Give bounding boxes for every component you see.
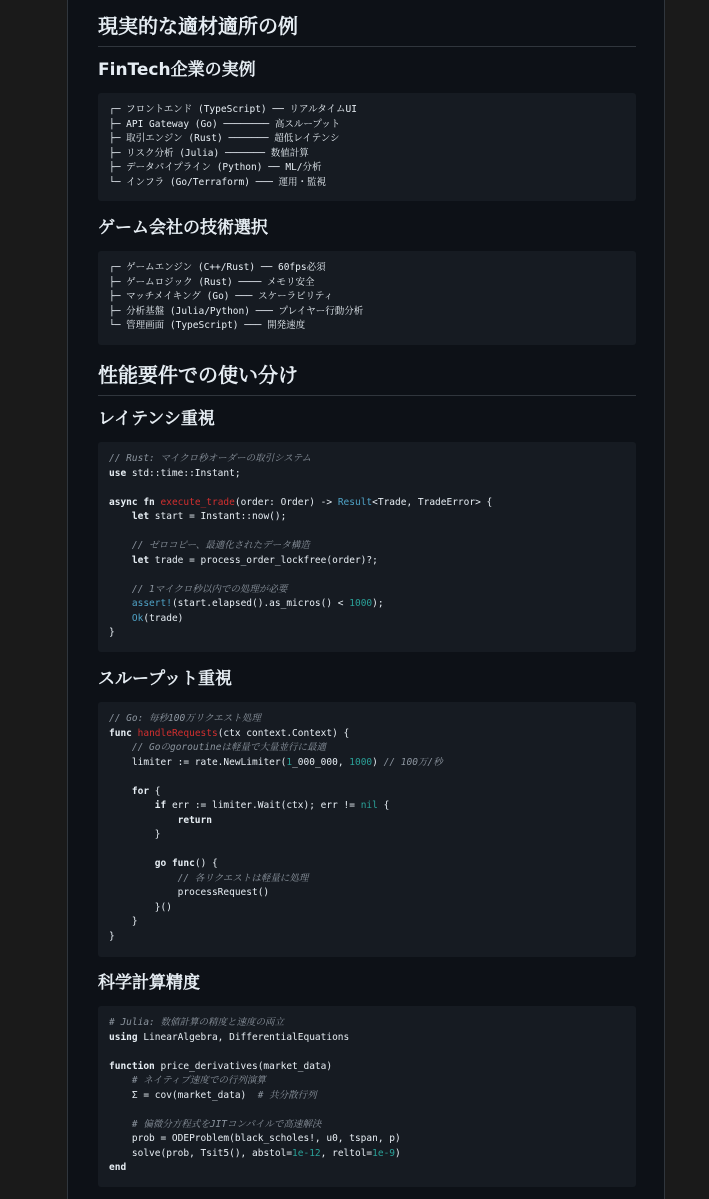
code-comment: // 1マイクロ秒以内での処理が必要 [131, 583, 288, 595]
heading-fintech: FinTech企業の実例 [98, 60, 256, 80]
game-tree-line: ├─ ゲームロジック (Rust) ──── メモリ安全 [109, 276, 315, 288]
game-tree-line: ├─ 分析基盤 (Julia/Python) ─── プレイヤー行動分析 [109, 305, 364, 317]
game-tree-line: ├─ マッチメイキング (Go) ─── スケーラビリティ [109, 291, 334, 302]
code-comment: # Julia: 数値計算の精度と速度の両立 [109, 1017, 284, 1028]
fintech-tree-line: ├─ リスク分析 (Julia) ─────── 数値計算 [109, 147, 309, 159]
fintech-tree-line: ├─ 取引エンジン (Rust) ─────── 超低レイテンシ [109, 133, 340, 144]
code-comment: // 各リクエストは軽量に処理 [177, 872, 309, 884]
document-page [67, 0, 665, 1199]
heading-performance: 性能要件での使い分け [98, 361, 636, 396]
heading-latency: レイテンシ重視 [98, 409, 215, 429]
function-name: execute_trade [160, 496, 235, 508]
code-comment: # ネイティブ速度での行列演算 [131, 1075, 266, 1086]
code-comment: // ゼロコピー、最適化されたデータ構造 [131, 540, 310, 551]
heading-game-company: ゲーム会社の技術選択 [98, 218, 268, 238]
code-comment: // Goのgoroutineは軽量で大量並行に最適 [131, 742, 326, 753]
fintech-tree-line: ├─ データパイプライン (Python) ── ML/分析 [109, 162, 322, 173]
code-comment: // Rust: マイクロ秒オーダーの取引システム [109, 453, 312, 464]
heading-throughput: スループット重視 [98, 669, 232, 689]
go-code-block: // Go: 毎秒100万リクエスト処理 func handleRequests(ctx context.Context) { // Goのgoroutineは軽量で大量並行に最適 limiter := rate.NewLimiter(1_000_000, 1000) // 100万/秒 for { if err := limiter.Wait(ctx); err != nil { return } go func() { // 各リクエストは軽量に処理 processRequest() }() } } [98, 702, 636, 957]
code-comment: # 偏微分方程式をJITコンパイルで高速解決 [131, 1118, 322, 1130]
fintech-tree-block [98, 93, 636, 201]
code-comment: // Go: 毎秒100万リクエスト処理 [109, 713, 261, 724]
julia-code-block: # Julia: 数値計算の精度と速度の両立 using LinearAlgebra, DifferentialEquations function price_derivatives(market_data) # ネイティブ速度での行列演算 Σ = cov(market_data) # 共分散行列 # 偏微分方程式をJITコンパイルで高速解決 prob = ODEProblem(black_scholes!, u0, tspan, p) solve(prob, Tsit5(), abstol=1e-12, reltol=1e-9) end [98, 1006, 636, 1187]
fintech-tree-line: └─ インフラ (Go/Terraform) ─── 運用・監視 [109, 176, 327, 188]
heading-realistic-examples: 現実的な適材適所の例 [98, 12, 636, 47]
fintech-tree-line: ├─ API Gateway (Go) ──────── 高スループット [109, 118, 341, 130]
heading-science: 科学計算精度 [98, 973, 200, 993]
function-name: handleRequests [137, 727, 218, 739]
fintech-tree-line: ┌─ フロントエンド (TypeScript) ── リアルタイムUI [109, 104, 357, 115]
rust-code-block: // Rust: マイクロ秒オーダーの取引システム use std::time::Instant; async fn execute_trade(order: Order) -> Result<Trade, TradeError> { let start = Instant::now(); // ゼロコピー、最適化されたデータ構造 let trade = process_order_lockfree(order)?; // 1マイクロ秒以内での処理が必要 assert!(start.elapsed().as_micros() < 1000); Ok(trade) } [98, 442, 636, 652]
game-tree-line: ┌─ ゲームエンジン (C++/Rust) ── 60fps必須 [109, 262, 326, 273]
game-tree-block [98, 251, 636, 345]
game-tree-line: └─ 管理画面 (TypeScript) ─── 開発速度 [109, 320, 306, 331]
